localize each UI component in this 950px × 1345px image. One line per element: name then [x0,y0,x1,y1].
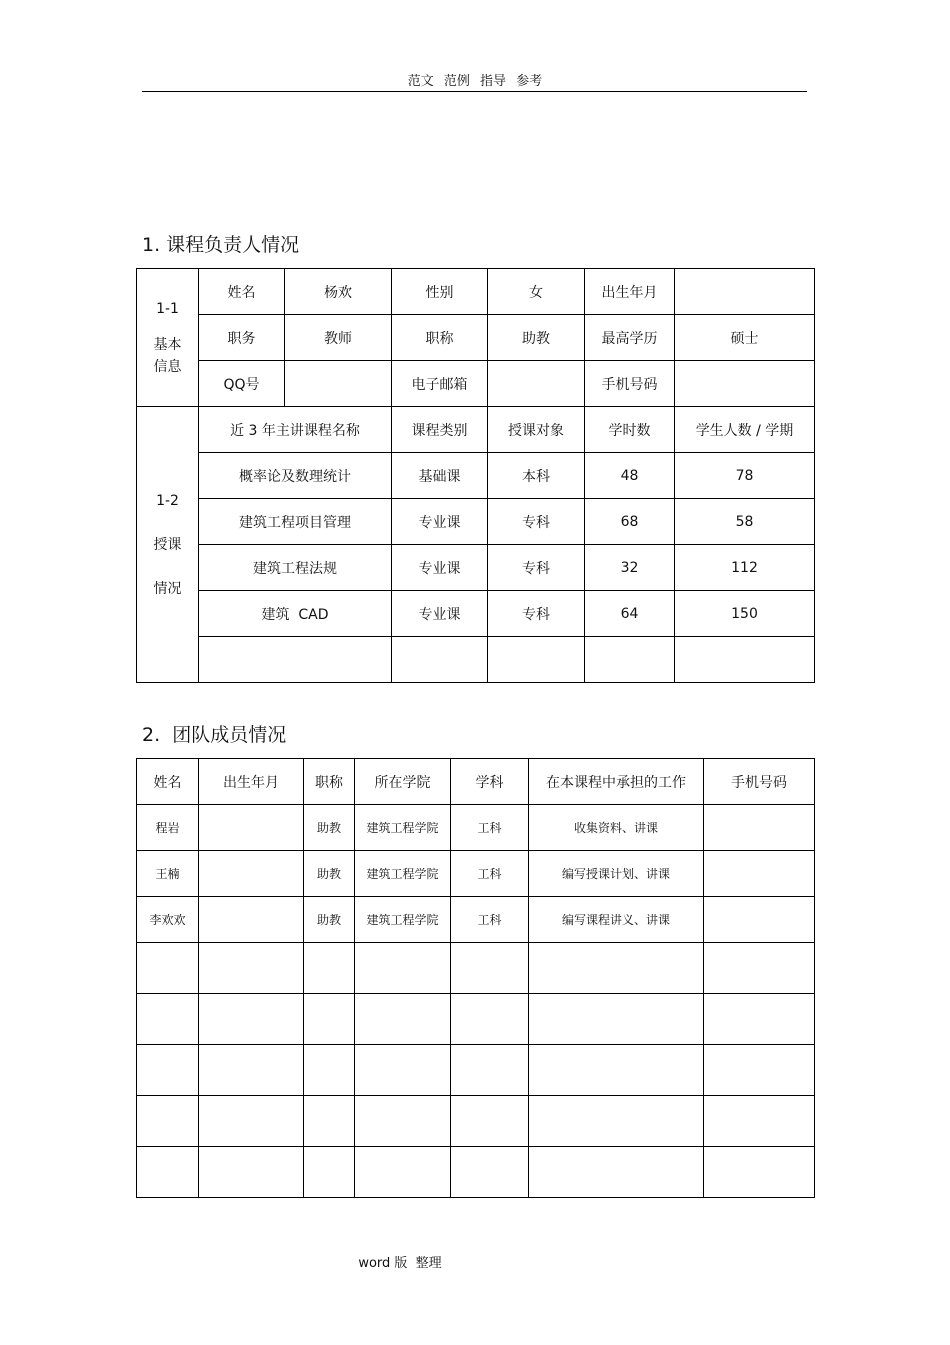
title-label: 职称 [392,315,488,361]
member-title [304,1045,355,1096]
member-duty [529,1096,704,1147]
member-title [304,1096,355,1147]
course-type: 专业课 [392,499,488,545]
header-divider [142,91,807,92]
course-name: 建筑 CAD [199,591,392,637]
member-college: 建筑工程学院 [355,851,451,897]
basic-info-rowhead [137,269,199,407]
course-students: 112 [675,545,815,591]
member-discipline: 工科 [451,851,529,897]
team-header-row [137,759,815,805]
member-phone [704,943,815,994]
birth-value [675,269,815,315]
team-member-row-empty [137,1147,815,1198]
member-discipline [451,1147,529,1198]
member-title-header: 职称 [304,759,355,805]
course-hours: 48 [585,453,675,499]
rowhead-label-line2: 情况 [153,580,182,597]
member-birth [199,1045,304,1096]
hours-header: 学时数 [585,407,675,453]
qq-value [285,361,392,407]
member-duty: 收集资料、讲课 [529,805,704,851]
member-phone [704,1147,815,1198]
member-college [355,943,451,994]
course-students: 58 [675,499,815,545]
member-birth [199,851,304,897]
member-birth-header: 出生年月 [199,759,304,805]
course-row-empty [137,637,815,683]
member-phone [704,851,815,897]
phone-value [675,361,815,407]
member-discipline [451,1096,529,1147]
member-name: 程岩 [137,805,199,851]
course-audience [488,637,585,683]
page-header: 范文 范例 指导 参考 [407,74,543,89]
qq-label: QQ号 [199,361,285,407]
course-students: 78 [675,453,815,499]
title-value: 助教 [488,315,585,361]
member-phone [704,897,815,943]
rowhead-code: 1-1 [156,300,179,317]
member-name [137,1096,199,1147]
member-title [304,994,355,1045]
students-header: 学生人数 / 学期 [675,407,815,453]
course-students: 150 [675,591,815,637]
member-birth [199,805,304,851]
course-name-header: 近 3 年主讲课程名称 [199,407,392,453]
member-college [355,1096,451,1147]
member-duty [529,943,704,994]
member-discipline [451,994,529,1045]
course-name: 建筑工程项目管理 [199,499,392,545]
course-row [137,453,815,499]
team-member-row [137,805,815,851]
member-name-header: 姓名 [137,759,199,805]
member-phone [704,1045,815,1096]
course-type: 基础课 [392,453,488,499]
member-title: 助教 [304,805,355,851]
course-students [675,637,815,683]
degree-label: 最高学历 [585,315,675,361]
email-label: 电子邮箱 [392,361,488,407]
course-audience: 专科 [488,545,585,591]
member-college: 建筑工程学院 [355,897,451,943]
member-phone [704,994,815,1045]
team-member-row-empty [137,1045,815,1096]
member-discipline [451,943,529,994]
course-hours: 32 [585,545,675,591]
team-member-row-empty [137,943,815,994]
course-name: 概率论及数理统计 [199,453,392,499]
member-birth [199,994,304,1045]
post-label: 职务 [199,315,285,361]
member-phone [704,805,815,851]
member-title: 助教 [304,897,355,943]
member-name [137,1147,199,1198]
member-discipline-header: 学科 [451,759,529,805]
member-duty [529,994,704,1045]
course-audience: 专科 [488,591,585,637]
member-duty-header: 在本课程中承担的工作 [529,759,704,805]
member-birth [199,897,304,943]
course-name [199,637,392,683]
course-type-header: 课程类别 [392,407,488,453]
rowhead-label-line1: 基本 [153,336,182,353]
member-discipline [451,1045,529,1096]
course-audience: 专科 [488,499,585,545]
member-discipline: 工科 [451,897,529,943]
course-row [137,499,815,545]
member-duty: 编写课程讲义、讲课 [529,897,704,943]
member-college [355,1147,451,1198]
course-type: 专业课 [392,591,488,637]
member-name [137,994,199,1045]
gender-value: 女 [488,269,585,315]
team-member-row [137,851,815,897]
course-hours [585,637,675,683]
team-member-row [137,897,815,943]
member-duty [529,1147,704,1198]
name-label: 姓名 [199,269,285,315]
email-value [488,361,585,407]
member-name: 李欢欢 [137,897,199,943]
audience-header: 授课对象 [488,407,585,453]
member-discipline: 工科 [451,805,529,851]
member-phone-header: 手机号码 [704,759,815,805]
section-title-team: 2. 团队成员情况 [142,724,287,746]
member-title: 助教 [304,851,355,897]
member-birth [199,1096,304,1147]
member-birth [199,943,304,994]
gender-label: 性别 [392,269,488,315]
member-college: 建筑工程学院 [355,805,451,851]
leader-info-table [136,268,815,683]
section-title-leader: 1. 课程负责人情况 [142,234,300,256]
course-name: 建筑工程法规 [199,545,392,591]
teaching-rowhead [137,407,199,683]
member-duty [529,1045,704,1096]
member-name [137,1045,199,1096]
course-row [137,545,815,591]
member-college-header: 所在学院 [355,759,451,805]
phone-label: 手机号码 [585,361,675,407]
team-members-table [136,758,815,1198]
course-type [392,637,488,683]
rowhead-label-line2: 信息 [153,358,182,375]
member-title [304,943,355,994]
post-value: 教师 [285,315,392,361]
course-row [137,591,815,637]
page-footer: word 版 整理 [358,1256,442,1271]
course-type: 专业课 [392,545,488,591]
course-hours: 68 [585,499,675,545]
degree-value: 硕士 [675,315,815,361]
member-name: 王楠 [137,851,199,897]
rowhead-label-line1: 授课 [153,536,182,553]
member-duty: 编写授课计划、讲课 [529,851,704,897]
member-birth [199,1147,304,1198]
team-member-row-empty [137,1096,815,1147]
member-name [137,943,199,994]
birth-label: 出生年月 [585,269,675,315]
course-audience: 本科 [488,453,585,499]
member-college [355,1045,451,1096]
course-hours: 64 [585,591,675,637]
name-value: 杨欢 [285,269,392,315]
team-member-row-empty [137,994,815,1045]
member-phone [704,1096,815,1147]
rowhead-code: 1-2 [156,492,179,509]
member-college [355,994,451,1045]
member-title [304,1147,355,1198]
